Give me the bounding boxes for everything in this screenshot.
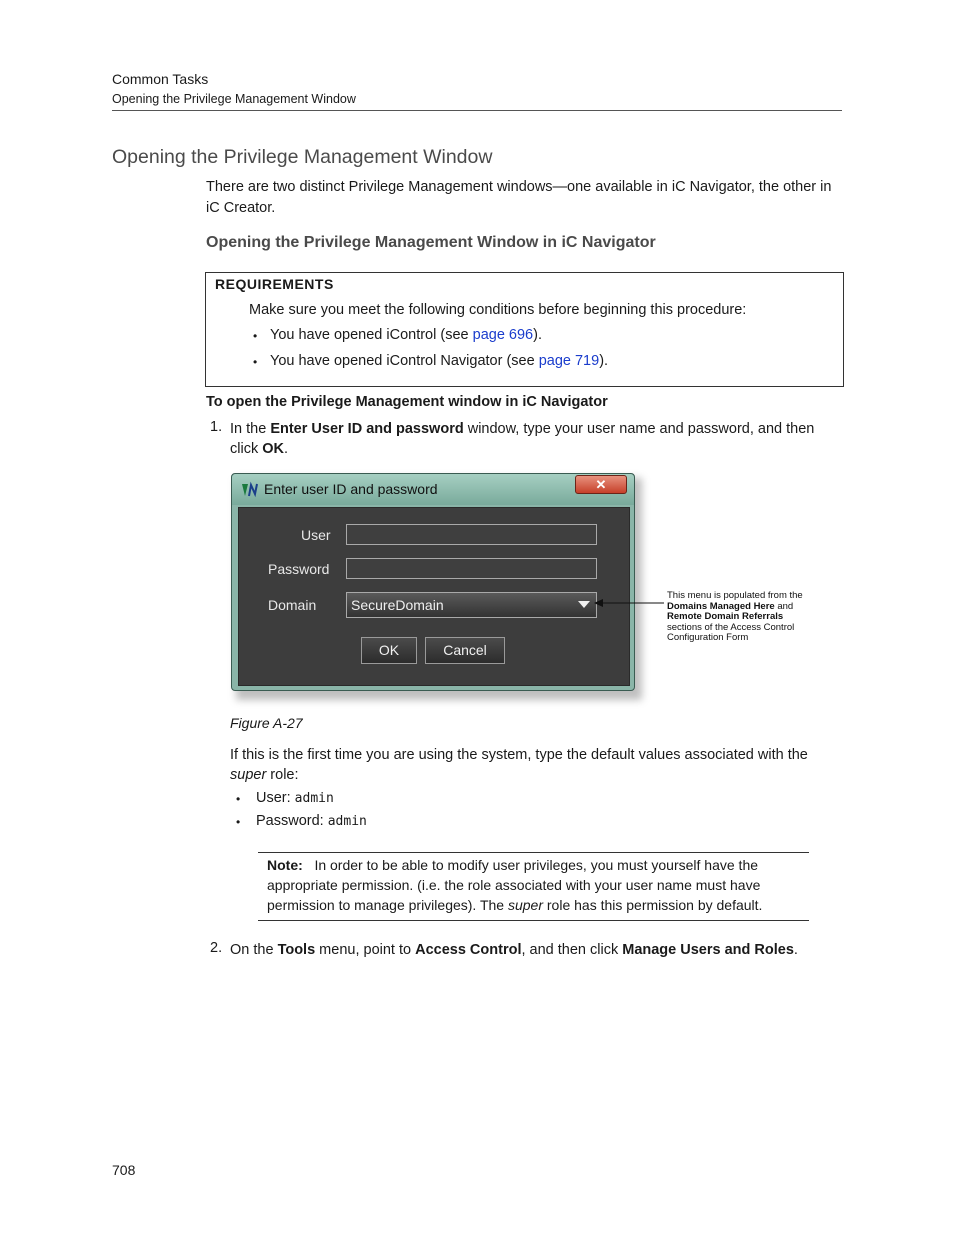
password-input[interactable] [346, 558, 597, 579]
page-title: Opening the Privilege Management Window [112, 146, 493, 168]
subsection-title: Opening the Privilege Management Window in iC Navigator [206, 234, 656, 251]
dialog-title: Enter user ID and password [264, 481, 438, 497]
chevron-down-icon [578, 601, 590, 609]
bullet-icon: • [236, 815, 241, 829]
requirement-text: You have opened iControl (see [270, 327, 473, 343]
procedure-title: To open the Privilege Management window in iC Navigator [206, 394, 608, 410]
requirement-text: ). [533, 327, 542, 343]
requirement-text: You have opened iControl Navigator (see [270, 353, 539, 369]
first-time-paragraph: If this is the first time you are using the system, type the default values associated with the super role: [230, 747, 808, 783]
user-label: User [301, 527, 331, 543]
requirements-lead: Make sure you meet the following conditions before beginning this procedure: [249, 302, 747, 318]
note-rule-top [258, 852, 809, 853]
note-rule-bottom [258, 920, 809, 921]
app-logo-icon [240, 480, 260, 500]
callout-text: This menu is populated from the Domains Managed Here and Remote Domain Referrals sections of the Access Control Configuration Form [667, 590, 803, 644]
domain-select[interactable] [346, 592, 597, 618]
default-password: Password: admin [256, 813, 367, 829]
domain-select-value: SecureDomain [351, 597, 444, 613]
bullet-icon: • [236, 792, 241, 806]
ok-button[interactable]: OK [361, 637, 417, 664]
user-input[interactable] [346, 524, 597, 545]
domain-label: Domain [268, 597, 317, 613]
figure-caption: Figure A-27 [230, 715, 303, 731]
requirement-item [270, 353, 608, 369]
header-section: Opening the Privilege Management Window [112, 92, 356, 106]
step-2-text: On the Tools menu, point to Access Control, and then click Manage Users and Roles. [230, 942, 798, 958]
bullet-icon: • [253, 329, 258, 343]
password-label: Password [268, 561, 330, 577]
header-rule [112, 110, 842, 111]
cancel-button[interactable]: Cancel [425, 637, 505, 664]
requirement-text: ). [599, 353, 609, 369]
default-user: User: admin [256, 790, 334, 806]
callout-arrow-icon [594, 597, 666, 609]
page-number: 708 [112, 1162, 136, 1178]
requirements-heading: REQUIREMENTS [215, 276, 334, 292]
step-1-text: In the Enter User ID and password window, type your user name and password, and then click OK. [230, 421, 815, 457]
step-number: 1. [210, 419, 223, 435]
bullet-icon: • [253, 355, 258, 369]
header-chapter: Common Tasks [112, 71, 209, 87]
requirement-item [270, 327, 542, 343]
page-719-link[interactable]: page 719 [538, 353, 600, 369]
intro-paragraph: There are two distinct Privilege Management windows—one available in iC Navigator, the other in iC Creator. [206, 179, 832, 216]
page-696-link[interactable]: page 696 [472, 327, 534, 343]
close-icon[interactable]: ✕ [575, 475, 627, 494]
note-box: Note: In order to be able to modify user privileges, you must yourself have the appropriate permission. (i.e. the role associated with your user name must have permission to manage privileges). The super role has this permission by default. [267, 857, 763, 913]
step-number: 2. [210, 940, 223, 956]
